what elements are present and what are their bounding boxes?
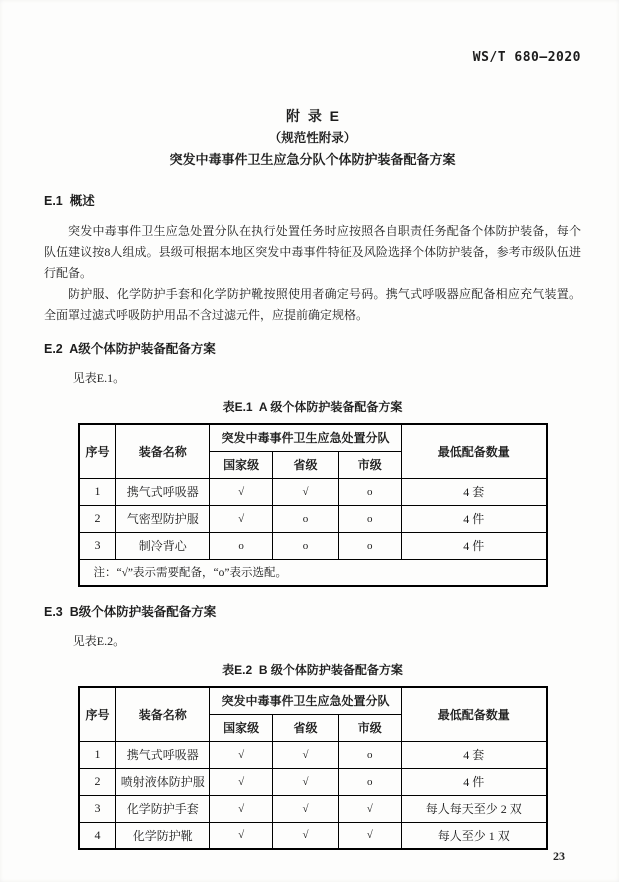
cell-municipal: o bbox=[338, 741, 401, 768]
col-header-equipment-name: 装备名称 bbox=[116, 424, 210, 478]
cell-national: o bbox=[210, 532, 273, 559]
col-header-municipal: 市级 bbox=[338, 451, 401, 478]
col-header-provincial: 省级 bbox=[273, 714, 339, 741]
section-heading-e1: E.1 概述 bbox=[44, 194, 95, 208]
cell-min-qty: 每人至少 1 双 bbox=[401, 822, 546, 849]
cell-min-qty: 4 件 bbox=[401, 768, 546, 795]
cell-municipal: o bbox=[338, 478, 401, 505]
cell-equipment-name: 携气式呼吸器 bbox=[116, 478, 210, 505]
appendix-title-line1: 附 录 E bbox=[286, 108, 339, 124]
col-header-equipment-name: 装备名称 bbox=[116, 687, 210, 741]
cell-provincial: o bbox=[273, 532, 339, 559]
col-header-min-qty: 最低配备数量 bbox=[401, 687, 546, 741]
cell-min-qty: 每人每天至少 2 双 bbox=[401, 795, 546, 822]
table-e1 bbox=[78, 423, 548, 587]
table-note: 注：“√”表示需要配备，“o”表示选配。 bbox=[79, 559, 547, 586]
cell-national: √ bbox=[210, 768, 273, 795]
cell-min-qty: 4 套 bbox=[401, 741, 546, 768]
cell-provincial: √ bbox=[273, 741, 339, 768]
cell-equipment-name: 携气式呼吸器 bbox=[116, 741, 210, 768]
table-e2-caption: 表E.2 B 级个体防护装备配备方案 bbox=[222, 663, 403, 677]
paragraph-e1-2: 防护服、化学防护手套和化学防护靴按照使用者确定号码。携气式呼吸器应配备相应充气装置。全面罩过滤式呼吸防护用品不含过滤元件，应提前确定规格。 bbox=[44, 287, 581, 322]
cell-seq: 2 bbox=[79, 768, 116, 795]
col-header-seq: 序号 bbox=[79, 424, 116, 478]
cell-national: √ bbox=[210, 795, 273, 822]
cell-seq: 1 bbox=[79, 478, 116, 505]
table-row bbox=[79, 822, 547, 849]
appendix-title-line2: （规范性附录） bbox=[268, 131, 357, 145]
cell-equipment-name: 化学防护靴 bbox=[116, 822, 210, 849]
col-header-national: 国家级 bbox=[210, 714, 273, 741]
cell-seq: 3 bbox=[79, 532, 116, 559]
cell-min-qty: 4 套 bbox=[401, 478, 546, 505]
cell-seq: 4 bbox=[79, 822, 116, 849]
col-header-seq: 序号 bbox=[79, 687, 116, 741]
col-header-team-group: 突发中毒事件卫生应急处置分队 bbox=[210, 424, 402, 451]
cell-municipal: o bbox=[338, 768, 401, 795]
see-table-e1-text: 见表E.1。 bbox=[72, 371, 126, 385]
cell-equipment-name: 制冷背心 bbox=[116, 532, 210, 559]
cell-municipal: √ bbox=[338, 822, 401, 849]
table-row bbox=[79, 505, 547, 532]
table-e2-header-row-1 bbox=[79, 687, 547, 714]
table-row bbox=[79, 795, 547, 822]
cell-provincial: √ bbox=[273, 768, 339, 795]
table-e1-caption: 表E.1 A 级个体防护装备配备方案 bbox=[222, 400, 403, 414]
appendix-title-block bbox=[44, 105, 581, 171]
section-heading-e2: E.2 A级个体防护装备配备方案 bbox=[44, 342, 216, 356]
table-e2 bbox=[78, 686, 548, 850]
section-heading-e3: E.3 B级个体防护装备配备方案 bbox=[44, 605, 217, 619]
cell-seq: 3 bbox=[79, 795, 116, 822]
cell-seq: 2 bbox=[79, 505, 116, 532]
table-row bbox=[79, 532, 547, 559]
standard-code: WS/T 680—2020 bbox=[472, 50, 581, 65]
table-row bbox=[79, 741, 547, 768]
cell-seq: 1 bbox=[79, 741, 116, 768]
cell-national: √ bbox=[210, 741, 273, 768]
table-e1-header-row-1 bbox=[79, 424, 547, 451]
col-header-municipal: 市级 bbox=[338, 714, 401, 741]
paragraph-e1-1: 突发中毒事件卫生应急处置分队在执行处置任务时应按照各自职责任务配备个体防护装备，每个队伍建议按8人组成。县级可根据本地区突发中毒事件特征及风险选择个体防护装备，参考市级队伍进行配备。 bbox=[44, 224, 581, 280]
cell-equipment-name: 气密型防护服 bbox=[116, 505, 210, 532]
cell-equipment-name: 喷射液体防护服 bbox=[116, 768, 210, 795]
cell-national: √ bbox=[210, 505, 273, 532]
see-table-e2-text: 见表E.2。 bbox=[72, 634, 126, 648]
col-header-min-qty: 最低配备数量 bbox=[401, 424, 546, 478]
cell-equipment-name: 化学防护手套 bbox=[116, 795, 210, 822]
table-note-row bbox=[79, 559, 547, 586]
page-number: 23 bbox=[553, 849, 565, 863]
table-row bbox=[79, 768, 547, 795]
cell-min-qty: 4 件 bbox=[401, 505, 546, 532]
table-row bbox=[79, 478, 547, 505]
appendix-title-line3: 突发中毒事件卫生应急分队个体防护装备配备方案 bbox=[169, 152, 456, 167]
col-header-provincial: 省级 bbox=[273, 451, 339, 478]
cell-national: √ bbox=[210, 822, 273, 849]
cell-municipal: o bbox=[338, 532, 401, 559]
cell-provincial: √ bbox=[273, 795, 339, 822]
cell-provincial: √ bbox=[273, 478, 339, 505]
cell-municipal: o bbox=[338, 505, 401, 532]
cell-provincial: √ bbox=[273, 822, 339, 849]
cell-municipal: √ bbox=[338, 795, 401, 822]
cell-national: √ bbox=[210, 478, 273, 505]
cell-min-qty: 4 件 bbox=[401, 532, 546, 559]
cell-provincial: o bbox=[273, 505, 339, 532]
col-header-team-group: 突发中毒事件卫生应急处置分队 bbox=[210, 687, 402, 714]
col-header-national: 国家级 bbox=[210, 451, 273, 478]
